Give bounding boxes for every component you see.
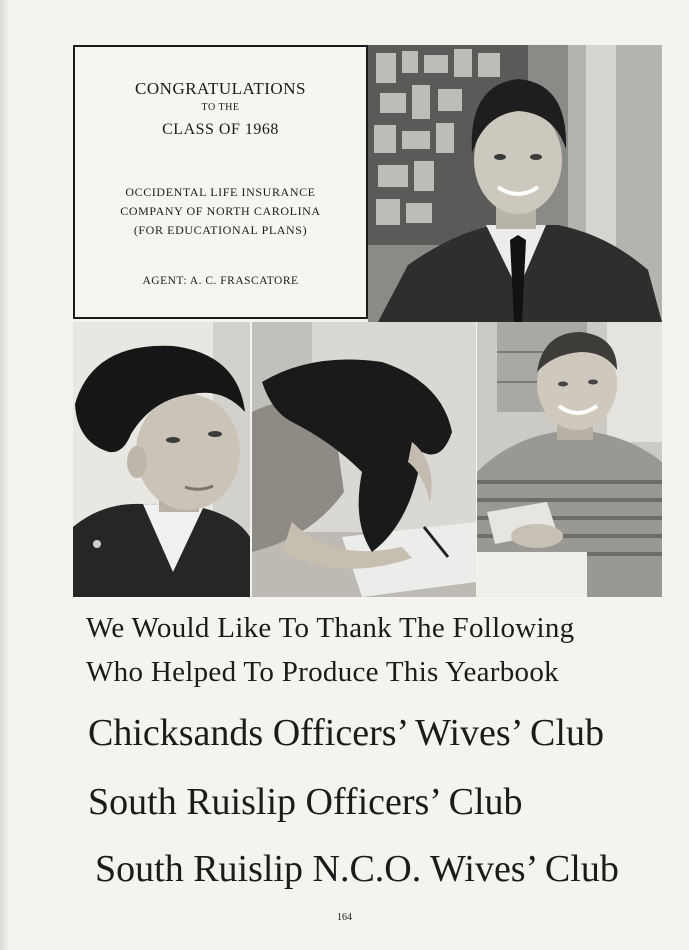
club-chicksands-officers-wives: Chicksands Officers’ Wives’ Club — [88, 712, 604, 754]
photo-student-writing — [252, 322, 476, 597]
advertisement-box — [73, 45, 368, 319]
ad-company-line: (FOR EDUCATIONAL PLANS) — [133, 223, 308, 237]
ad-agent: AGENT: A. C. FRASCATORE — [142, 275, 299, 287]
club-south-ruislip-officers: South Ruislip Officers’ Club — [88, 781, 523, 823]
page-number: 164 — [337, 912, 352, 923]
ad-to-the: TO THE — [201, 102, 240, 113]
thanks-line-1: We Would Like To Thank The Following — [86, 612, 575, 644]
ad-company-line: OCCIDENTAL LIFE INSURANCE — [125, 185, 316, 199]
photo-student-bowl-haircut — [73, 322, 250, 597]
thanks-line-2: Who Helped To Produce This Yearbook — [86, 656, 559, 688]
ad-congratulations: CONGRATULATIONS — [135, 79, 306, 98]
page-edge — [0, 0, 10, 950]
photo-student-suit — [368, 45, 662, 322]
ad-company-block — [75, 183, 366, 240]
ad-class-of: CLASS OF 1968 — [162, 121, 279, 138]
club-south-ruislip-nco-wives: South Ruislip N.C.O. Wives’ Club — [95, 848, 619, 890]
photo-student-striped-shirt — [477, 322, 662, 597]
ad-company-line: COMPANY OF NORTH CAROLINA — [120, 204, 321, 218]
